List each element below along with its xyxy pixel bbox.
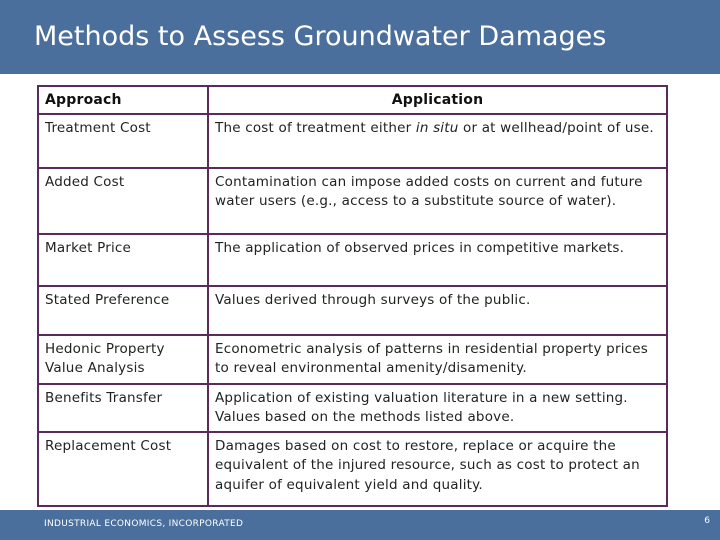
slide-title: Methods to Assess Groundwater Damages xyxy=(34,21,607,52)
table-row xyxy=(38,168,667,234)
approach-cell: Added Cost xyxy=(38,168,208,234)
table-row xyxy=(38,335,667,384)
application-text: or at wellhead/point of use. xyxy=(458,120,654,136)
application-cell: Damages based on cost to restore, replace or acquire the equivalent of the injured resource, such as cost to protect an aquifer of equivalent yield and quality. xyxy=(208,432,667,506)
table-row xyxy=(38,432,667,506)
application-cell: Econometric analysis of patterns in residential property prices to reveal environmental amenity/disamenity. xyxy=(208,335,667,384)
application-italic-text: in situ xyxy=(415,120,459,136)
table-row xyxy=(38,384,667,432)
table-row xyxy=(38,286,667,335)
column-header-approach: Approach xyxy=(38,86,208,114)
application-cell: The application of observed prices in competitive markets. xyxy=(208,234,667,286)
approach-cell: Replacement Cost xyxy=(38,432,208,506)
assessment-methods-table xyxy=(37,85,668,507)
title-bar xyxy=(0,0,720,74)
approach-cell: Treatment Cost xyxy=(38,114,208,168)
company-name: INDUSTRIAL ECONOMICS, INCORPORATED xyxy=(44,519,244,529)
page-number: 6 xyxy=(704,516,710,526)
table-row xyxy=(38,114,667,168)
application-cell: Contamination can impose added costs on current and future water users (e.g., access to a substitute source of water). xyxy=(208,168,667,234)
footer-bar xyxy=(0,510,720,540)
application-text: The cost of treatment either xyxy=(215,120,416,136)
column-header-application: Application xyxy=(208,86,667,114)
approach-cell: Hedonic Property Value Analysis xyxy=(38,335,208,384)
table-header-row xyxy=(38,86,667,114)
approach-cell: Stated Preference xyxy=(38,286,208,335)
application-cell: Application of existing valuation literature in a new setting. Values based on the methods listed above. xyxy=(208,384,667,432)
table-row xyxy=(38,234,667,286)
application-cell: Values derived through surveys of the public. xyxy=(208,286,667,335)
application-cell xyxy=(208,114,667,168)
approach-cell: Market Price xyxy=(38,234,208,286)
approach-cell: Benefits Transfer xyxy=(38,384,208,432)
